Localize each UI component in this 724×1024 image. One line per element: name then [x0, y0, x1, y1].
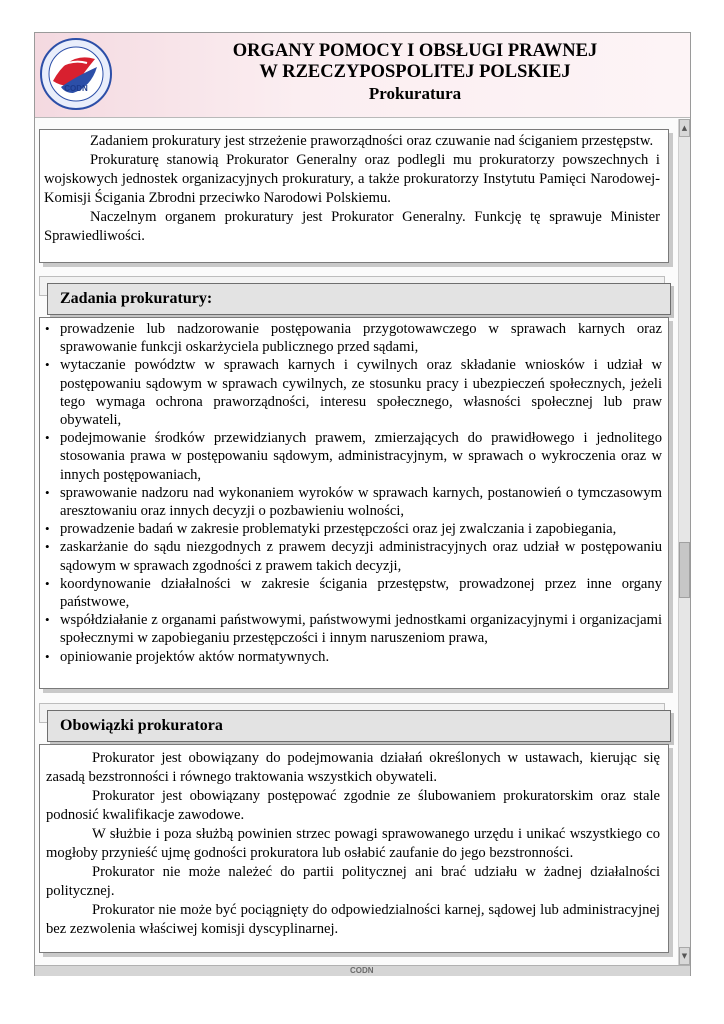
list-item [44, 429, 662, 484]
bullet-icon: • [45, 575, 50, 591]
bullet-icon: • [45, 321, 50, 336]
title-block [185, 41, 645, 105]
logo-text: CODN [64, 84, 88, 93]
intro-paragraph: Prokuraturę stanowią Prokurator Generalny oraz podlegli mu prokuratorzy powszechnych i wojskowych jednostek organizacyjnych prokuratury, a także prokuratorzy Instytutu Pamięci Narodowej-Komisji Ścigania Zbrodni przeciwko Narodowi Polskiemu. [44, 152, 660, 206]
scroll-up-arrow-icon[interactable]: ▲ [679, 119, 690, 137]
duty-paragraph: W służbie i poza służbą powinien strzec powagi sprawowanego urzędu i unikać wszystkiego co mogłoby przynieść ujmę godności prokuratora lub osłabić zaufanie do jego bezstronności. [46, 826, 660, 861]
duty-paragraph: Prokurator nie może być pociągnięty do odpowiedzialności karnej, sądowej lub administracyjnej bez zezwolenia właściwej komisji dyscyplinarnej. [46, 902, 660, 937]
duties-heading: Obowiązki prokuratora [47, 710, 671, 742]
codn-logo-emblem [39, 37, 113, 111]
bullet-icon: • [45, 484, 50, 500]
duty-paragraph: Prokurator jest obowiązany do podejmowania działań określonych w ustawach, kierując się zasadą bezstronności i równego traktowania wszystkich obywateli. [46, 750, 660, 785]
bullet-icon: • [45, 430, 50, 446]
header-banner [35, 33, 690, 118]
scroll-down-arrow-icon[interactable]: ▼ [679, 947, 690, 965]
tasks-panel [39, 317, 669, 689]
bullet-icon: • [45, 612, 50, 628]
task-text: podejmowanie środków przewidzianych prawem, zmierzających do prawidłowego i jednolitego stosowania prawa w postępowaniu sądowym, administracyjnym, w sprawach o wykroczenia oraz w innych postępowaniach, [60, 430, 662, 483]
list-item [44, 484, 662, 520]
vertical-scrollbar[interactable] [678, 119, 690, 965]
list-item [44, 320, 662, 356]
task-text: prowadzenie lub nadzorowanie postępowania przygotowawczego w sprawach karnych oraz sprawowanie funkcji oskarżyciela publicznego przed sądami, [60, 321, 662, 356]
task-text: prowadzenie badań w zakresie problematyki przestępczości oraz jej zwalczania i zapobiegania, [60, 521, 617, 538]
task-text: zaskarżanie do sądu niezgodnych z prawem decyzji administracyjnych oraz udział w postępowaniu sądowym w sprawach zgodności z prawem takich decyzji, [60, 539, 662, 574]
duties-panel [39, 744, 669, 953]
codn-logo [39, 37, 113, 111]
list-item [44, 520, 662, 538]
page-title-line2: W RZECZYPOSPOLITEJ POLSKIEJ [259, 62, 571, 82]
page-title-line1: ORGANY POMOCY I OBSŁUGI PRAWNEJ [232, 41, 598, 61]
task-text: współdziałanie z organami państwowymi, państwowymi jednostkami organizacyjnymi i organizacjami społecznymi w zapobieganiu przestępczości i innym naruszeniom prawa, [60, 612, 662, 647]
list-item [44, 648, 662, 666]
duty-paragraph: Prokurator nie może należeć do partii politycznej ani brać udziału w żadnej działalności politycznej. [46, 864, 660, 899]
intro-paragraph: Zadaniem prokuratury jest strzeżenie praworządności oraz czuwanie nad ściganiem przestępstw. [90, 133, 654, 149]
list-item [44, 575, 662, 611]
task-text: wytaczanie powództw w sprawach karnych i cywilnych oraz składanie wniosków i udział w postępowaniu sądowym w sprawach cywilnych, ze stosunku pracy i ubezpieczeń społecznych, jeżeli tego wymaga ochrona praworządności, interesu społecznego, własności społecznej lub praw obywateli, [60, 357, 662, 429]
scroll-thumb[interactable] [679, 542, 690, 598]
intro-panel [39, 129, 669, 263]
intro-paragraph: Naczelnym organem prokuratury jest Prokurator Generalny. Funkcję tę sprawuje Minister Sprawiedliwości. [44, 209, 660, 244]
list-item [44, 611, 662, 647]
duty-paragraph: Prokurator jest obowiązany postępować zgodnie ze ślubowaniem prokuratorskim oraz stale podnosić kwalifikacje zawodowe. [46, 788, 660, 823]
bullet-icon: • [45, 648, 50, 664]
footer-bar [35, 965, 690, 976]
document-window [34, 32, 691, 976]
task-text: opiniowanie projektów aktów normatywnych. [60, 648, 330, 665]
tasks-heading: Zadania prokuratury: [47, 283, 671, 315]
task-text: sprawowanie nadzoru nad wykonaniem wyroków w sprawach karnych, postanowień o tymczasowym aresztowaniu oraz innych decyzji o pozbawieniu wolności, [60, 484, 662, 520]
page-subtitle: Prokuratura [368, 84, 462, 103]
bullet-icon: • [45, 521, 50, 537]
bullet-icon: • [45, 357, 50, 373]
list-item [44, 538, 662, 574]
footer-mark: CODN [350, 966, 374, 975]
list-item [44, 356, 662, 429]
bullet-icon: • [45, 539, 50, 555]
tasks-list [44, 320, 662, 666]
task-text: koordynowanie działalności w zakresie ścigania przestępstw, prowadzonej przez inne organy państwowe, [60, 575, 662, 611]
